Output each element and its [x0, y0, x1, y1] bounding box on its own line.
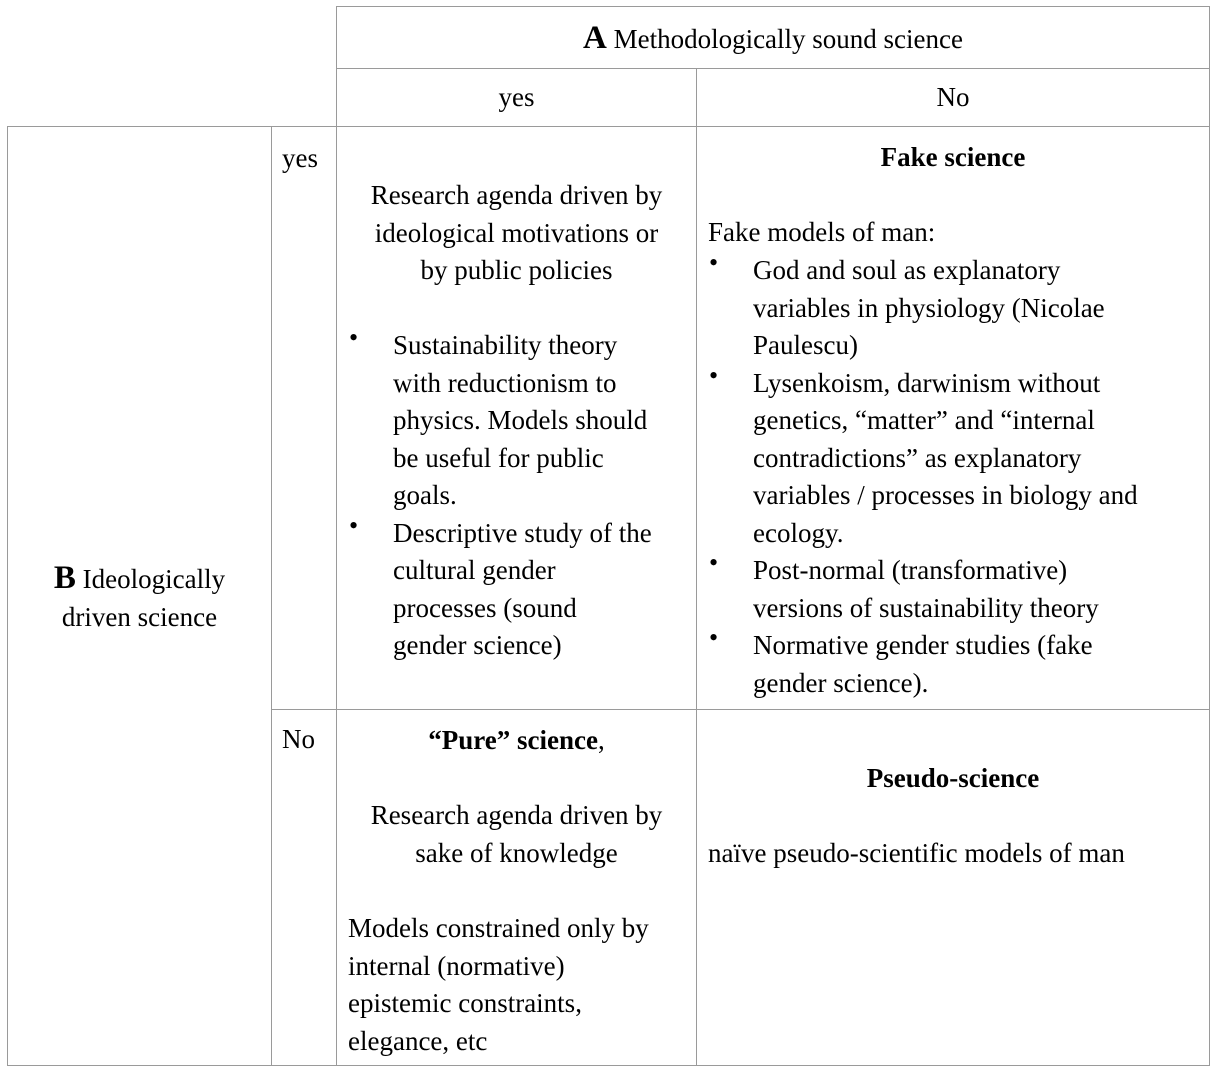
row-header-b-letter: B [53, 560, 76, 596]
bullet-line: versions of sustainability theory [753, 592, 1099, 623]
bullet-line: variables / processes in biology and [753, 480, 1138, 510]
row-label-no-text: No [282, 724, 315, 754]
bullet-line: cultural gender [393, 555, 556, 585]
row-label-yes-text: yes [282, 143, 318, 173]
cell-fake-science [696, 126, 1210, 710]
intro-line: ideological motivations or [374, 217, 659, 248]
row-header-b-text [8, 559, 271, 636]
cell-ideological-sound [336, 126, 697, 710]
header-a-title: Methodologically sound science [613, 24, 963, 54]
models-line: Models constrained only by [348, 913, 649, 943]
bullet-line: ecology. [753, 517, 844, 548]
models-line: elegance, etc [348, 1025, 488, 1056]
bullet-line: processes (sound [393, 592, 577, 623]
header-a-cell [336, 6, 1210, 69]
bullet-item [348, 515, 686, 665]
bullet-line: goals. [393, 480, 457, 510]
pseudo-science-title: Pseudo-science [866, 763, 1040, 793]
bullet-item [708, 552, 1203, 627]
fake-science-bullets [708, 252, 1203, 702]
row-header-b-title-line2: driven science [61, 602, 218, 632]
cell-ideological-sound-intro [337, 177, 696, 290]
column-header-yes [336, 68, 697, 127]
cell-pseudo-science [696, 709, 1210, 1066]
column-header-yes-label: yes [498, 82, 535, 112]
cell-ideological-sound-bullets [348, 327, 686, 665]
bullet-line: be useful for public [393, 442, 604, 473]
models-line: epistemic constraints, [348, 988, 582, 1018]
bullet-line: • God and soul as explanatory [753, 255, 1061, 285]
fake-science-intro: Fake models of man: [708, 217, 936, 247]
pure-science-title-row [337, 722, 696, 760]
bullet-item [708, 252, 1203, 365]
row-label-yes [271, 126, 337, 710]
row-label-no [271, 709, 337, 1066]
bullet-line: variables in physiology (Nicolae [753, 292, 1105, 323]
bullet-line: • Lysenkoism, darwinism without [753, 367, 1101, 398]
header-a-text [337, 20, 1209, 57]
pure-science-title: “Pure” science [428, 725, 598, 755]
bullet-line: • Descriptive study of the [393, 517, 652, 548]
bullet-line: genetics, “matter” and “internal [753, 405, 1095, 435]
models-line: internal (normative) [348, 950, 565, 981]
pure-science-title-suffix: , [597, 725, 605, 755]
pure-science-models [348, 910, 690, 1060]
bullet-line: physics. Models should [393, 405, 648, 435]
column-header-no [696, 68, 1210, 127]
bullet-line: gender science) [393, 630, 562, 660]
bullet-item [348, 327, 686, 515]
bullet-line: • Post-normal (transformative) [753, 555, 1068, 585]
bullet-item [708, 627, 1203, 702]
row-header-b-title-line1: Ideologically [82, 564, 226, 594]
bullet-line: Paulescu) [753, 330, 858, 360]
bullet-line: contradictions” as explanatory [753, 442, 1082, 473]
bullet-line: gender science). [753, 667, 929, 698]
bullet-line: with reductionism to [393, 367, 617, 398]
cell-pure-science [336, 709, 697, 1066]
bullet-item [708, 365, 1203, 553]
pure-science-agenda [337, 797, 696, 872]
intro-line: Research agenda driven by [370, 180, 663, 210]
pseudo-science-text: naïve pseudo-scientific models of man [708, 838, 1125, 868]
header-a-letter: A [582, 20, 607, 56]
intro-line: by public policies [420, 255, 613, 285]
bullet-line: • Sustainability theory [393, 330, 618, 360]
bullet-line: • Normative gender studies (fake [753, 630, 1093, 660]
agenda-line: sake of knowledge [415, 837, 618, 868]
agenda-line: Research agenda driven by [370, 800, 663, 830]
column-header-no-label: No [936, 82, 970, 112]
row-header-b [7, 126, 272, 1066]
fake-science-title: Fake science [880, 142, 1026, 172]
